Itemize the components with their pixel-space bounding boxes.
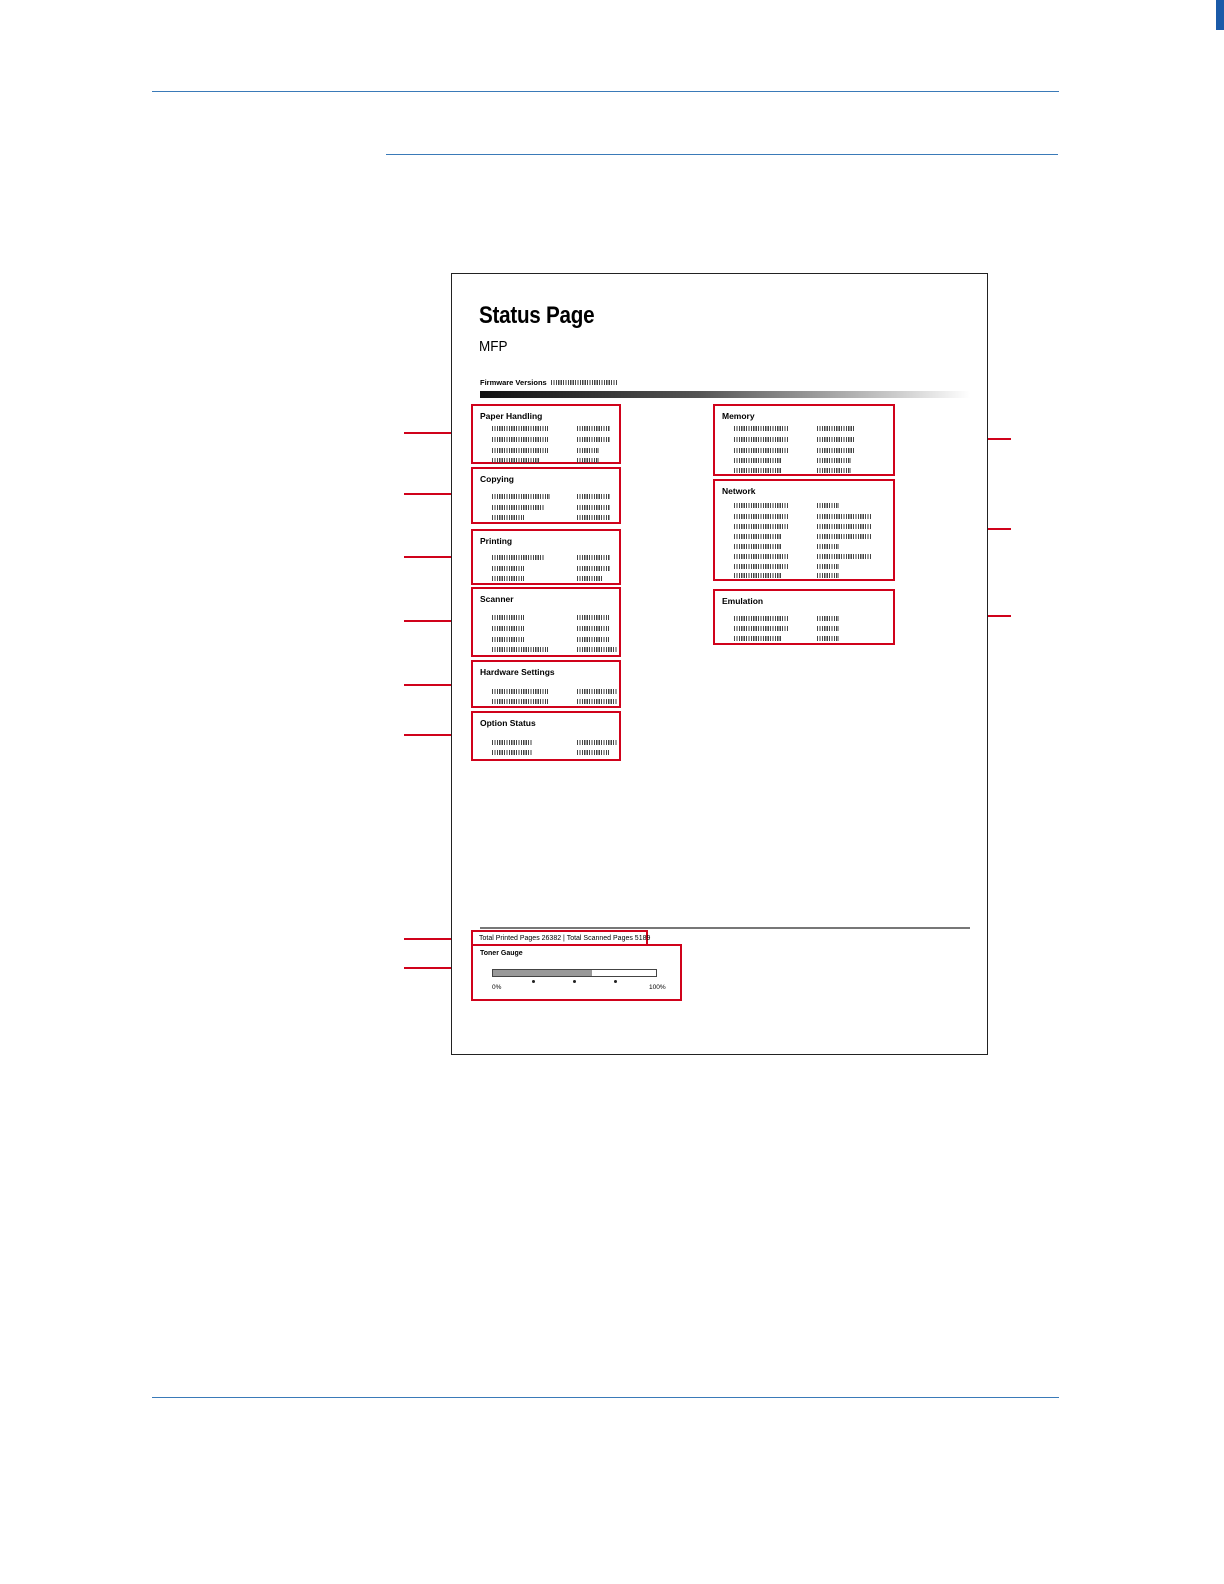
section-entry: [492, 458, 613, 463]
section-entry: [492, 740, 613, 745]
section-entry: [734, 534, 887, 539]
section-title: Paper Handling: [480, 411, 543, 421]
status-page-subtitle: MFP: [479, 338, 508, 355]
toner-gauge: [471, 944, 682, 1001]
section-entry: [734, 524, 887, 529]
toner-tick-50: [573, 980, 576, 983]
section-entry: [492, 555, 613, 560]
section-entry: [492, 576, 613, 581]
section-memory: [713, 404, 895, 476]
section-entry: [492, 437, 613, 442]
section-entry: [492, 448, 613, 453]
header-gradient-bar: [480, 391, 970, 398]
firmware-versions-row: [480, 378, 617, 387]
section-copying: [471, 467, 621, 524]
section-entry: [734, 616, 887, 621]
firmware-versions-value: [551, 380, 617, 385]
section-title: Emulation: [722, 596, 764, 606]
section-entry: [734, 636, 887, 641]
header-rule: [152, 91, 1059, 92]
total-pages-counter: Total Printed Pages 26382 | Total Scanned Pages 5189: [471, 930, 648, 947]
section-entry: [734, 514, 887, 519]
toner-tick-75: [614, 980, 617, 983]
toner-min-label: 0%: [492, 984, 502, 991]
sheet-bottom-rule: [480, 927, 970, 929]
section-network: [713, 479, 895, 581]
section-scanner: [471, 587, 621, 657]
section-entry: [734, 573, 887, 578]
footer-rule: [152, 1397, 1059, 1398]
section-entry: [734, 626, 887, 631]
section-entry: [734, 554, 887, 559]
section-rule: [386, 154, 1058, 155]
section-entry: [734, 468, 887, 473]
section-entry: [492, 494, 613, 499]
section-entry: [734, 458, 887, 463]
section-entry: [492, 699, 613, 704]
section-hardware-settings: [471, 660, 621, 708]
section-title: Copying: [480, 474, 514, 484]
section-title: Memory: [722, 411, 755, 421]
section-entry: [734, 564, 887, 569]
section-entry: [734, 437, 887, 442]
section-entry: [492, 626, 613, 631]
toner-gauge-title: Toner Gauge: [480, 950, 523, 957]
toner-tick-25: [532, 980, 535, 983]
section-title: Hardware Settings: [480, 667, 555, 677]
section-paper-handling: [471, 404, 621, 464]
section-entry: [492, 689, 613, 694]
section-title: Option Status: [480, 718, 536, 728]
section-entry: [734, 448, 887, 453]
firmware-versions-label: Firmware Versions: [480, 378, 547, 387]
toner-max-label: 100%: [649, 984, 666, 991]
toner-level-bar: [492, 969, 657, 977]
section-title: Printing: [480, 536, 513, 546]
status-page-title: Status Page: [479, 302, 595, 329]
section-entry: [492, 647, 613, 652]
section-entry: [492, 515, 613, 520]
section-entry: [492, 750, 613, 755]
section-printing: [471, 529, 621, 585]
section-entry: [492, 426, 613, 431]
section-entry: [734, 426, 887, 431]
section-title: Scanner: [480, 594, 514, 604]
toner-level-fill: [493, 970, 592, 976]
section-title: Network: [722, 486, 756, 496]
section-entry: [492, 505, 613, 510]
page-edge-tab: [1216, 0, 1224, 30]
section-entry: [734, 503, 887, 508]
section-entry: [492, 566, 613, 571]
section-entry: [734, 544, 887, 549]
section-entry: [492, 615, 613, 620]
section-option-status: [471, 711, 621, 761]
section-entry: [492, 637, 613, 642]
section-emulation: [713, 589, 895, 645]
